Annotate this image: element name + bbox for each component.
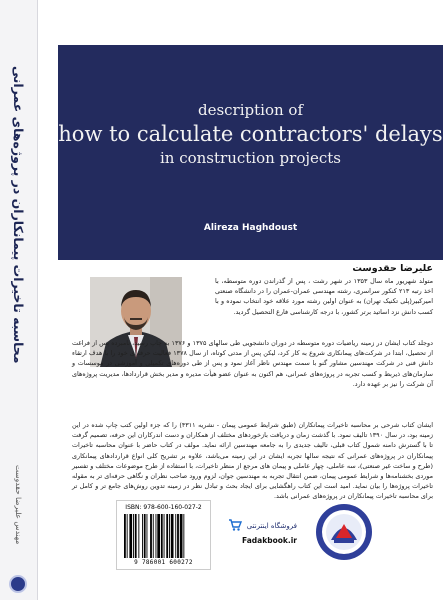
barcode-bar — [147, 514, 148, 558]
barcode-bar — [183, 514, 184, 558]
title-line-1: description of — [197, 101, 303, 119]
title-line-2: how to calculate contractors' delays — [58, 122, 443, 146]
barcode-bar — [157, 514, 160, 558]
english-title — [58, 100, 443, 168]
barcode-bar — [161, 514, 163, 558]
barcode-bar — [166, 514, 168, 558]
barcode-bar — [150, 514, 152, 558]
title-panel — [58, 45, 443, 260]
isbn-number: ISBN: 978-600-160-027-2 — [125, 504, 202, 511]
store-website: Fadakbook.ir — [242, 536, 297, 545]
english-author: Alireza Haghdoust — [203, 223, 298, 233]
barcode-bar — [171, 514, 174, 558]
barcode-bar — [127, 514, 128, 558]
barcode-bar — [180, 514, 183, 558]
author-bio-paragraph-1: متولد شهریور ماه سال ۱۳۵۳ در شهر رشت ، پس از گذراندن دوره متوسطه، با اخذ رتبه ۲۱۳ کنکور سراسری، رشته مهندسی عمران-عمران را در دانشگاه صنعتی امیرکبیر(پلی تکنیک تهران) به عنوان اولین رشته مورد علاقه خود انتخاب نموده و با کسب دانش نزد اساتید برتر کشور، با درجه کارشناسی فارغ التحصیل گردید. — [215, 277, 433, 316]
barcode-bar — [175, 514, 176, 558]
title-line-3: in construction projects — [159, 149, 342, 167]
isbn-barcode — [116, 500, 211, 570]
book-spine — [0, 0, 38, 600]
store-name-persian: فروشگاه اینترنتی — [246, 522, 297, 530]
barcode-bar — [156, 514, 157, 558]
barcode-bar — [164, 514, 165, 558]
spine-title: محاسبه تاخیرات پیمانکاران در پروژه‌های عمرانی — [11, 66, 26, 364]
barcode-bar — [138, 514, 139, 558]
barcode-bar — [144, 514, 146, 558]
barcode-bar — [129, 514, 132, 558]
barcode-bar — [133, 514, 134, 558]
publisher-seal-icon — [314, 502, 374, 562]
barcode-bar — [135, 514, 137, 558]
barcode-bar — [142, 514, 143, 558]
author-bio-paragraph-2: دوجلد کتاب ایشان در زمینه ریاضیات دوره متوسطه در دوران دانشجویی طی سالهای ۱۳۷۵ و ۱۳۷۶ به چاپ رسید، نامبرده پس از فراغت از تحصیل، ابتدا در شرکت‌های پیمانکاری شروع به کار کرد، لیکن پس از مدتی کوتاه، از سال ۱۳۷۸ فعالیت حرفه‌ای خود را با هدف ارتقاء دانش فنی در شرکت مهندسین مشاور گنو با سمت مهندس ناظر آغاز نمود و پس از طی دوره‌های تکمیلی و آموزشی در موسسات و سازمان‌های ذیربط و کسب تجربه در پروژه‌های عمرانی، هم اکنون به عنوان عضو هیأت مدیره و مدیر بخش قراردادها، مدیریت پروژه‌های آن شرکت را نیز بر عهده دارد. — [72, 339, 433, 388]
barcode-bar — [177, 514, 179, 558]
publisher-logo-icon — [9, 575, 27, 593]
barcode-icon — [123, 514, 204, 558]
online-store — [233, 516, 305, 552]
book-description-paragraph: ایشان کتاب شرحی بر محاسبه تاخیرات پیمانکاران (طبق شرایط عمومی پیمان - نشریه ۴۳۱۱) را که جزء اولین کتب چاپ شده در این زمینه بود، در سال ۱۳۹۰ تالیف نمود. با گذشت زمان و دریافت بازخوردهای مختلف از همکاران و دست اندرکاران این حرفه، تصمیم گرفت تا با گسترش دامنه شمول کتاب قبلی، تالیف جدیدی را به جامعه مهندسین ارائه نماید. مولف در کتاب حاضر با عنوان محاسبه تاخیرات پیمانکاران در پروژه‌های عمرانی که نتیجه سالها تجربه ایشان در این زمینه می‌باشد، علاوه بر تشریح کلی انواع قراردادهای پیمانکاری (طرح و ساخت غیر صنعتی)، سه عاملی، چهار عاملی و پیمان های مرجع از منظر تاخیرات، با استفاده از طرح موضوعات مختلف و تفسیر موردی بخشنامه‌ها و شرایط عمومی پیمان، ضمن انتقال تجربه به مهندسین جوان، لزوم ورود صاحب نظران و نگاهی حرفه‌ای تر به مقوله تاخیرات پروژه‌ها را بیان نماید. امید است این کتاب راهگشایی برای ایجاد بحث و تبادل نظر در زمینه تدوین روش‌های جامع تر و کامل تر برای محاسبه تاخیرات پیمانکاران در پروژه‌های عمرانی باشد. — [72, 421, 433, 501]
persian-author-name: علیرضا حقدوست — [352, 263, 433, 274]
isbn-digits: 9 786001 600272 — [134, 559, 193, 566]
spine-author: مهندس علیرضا حقدوست — [14, 465, 23, 545]
barcode-bar — [153, 514, 154, 558]
back-cover — [38, 0, 445, 600]
barcode-bar — [169, 514, 170, 558]
barcode-bar — [124, 514, 126, 558]
